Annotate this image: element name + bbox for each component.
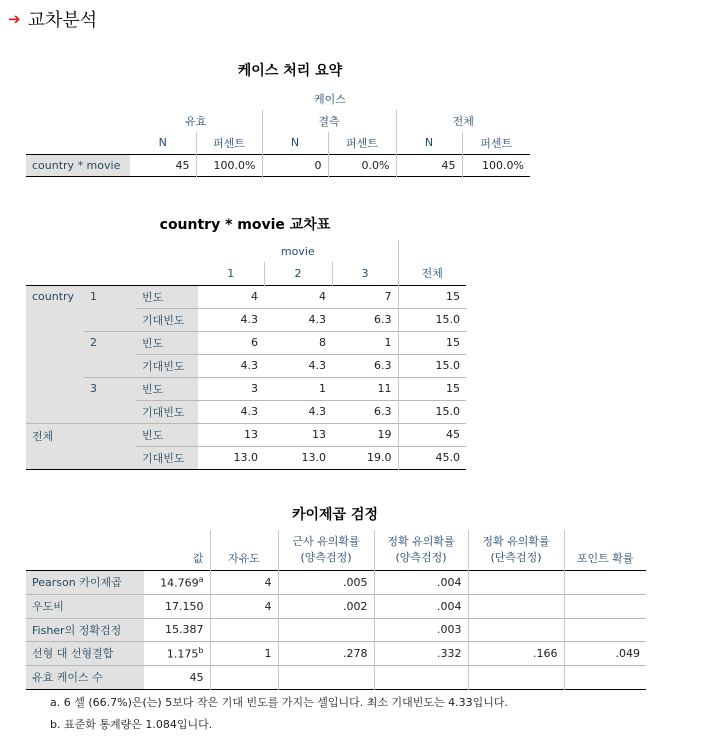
chisq-cell (564, 570, 646, 594)
footnote-mark: a (198, 574, 204, 584)
chisq-row-label: 유효 케이스 수 (26, 665, 144, 689)
footnote-a: a. 6 셀 (66.7%)은(는) 5보다 작은 기대 빈도를 가지는 셀입니다. 최소 기대빈도는 4.33입니다. (50, 696, 508, 709)
value-text: 45 (189, 670, 204, 684)
summary-value: 45 (175, 158, 190, 172)
header-line: (양측검정) (300, 550, 352, 564)
table-row (26, 570, 646, 594)
chisq-value (144, 665, 210, 689)
chisq-row-label: 우도비 (26, 594, 144, 618)
chisq-value (144, 641, 210, 665)
footnote-b: b. 표준화 통계량은 1.084입니다. (50, 718, 213, 731)
chisq-cell (278, 618, 374, 641)
chisq-header-exact1 (468, 530, 564, 570)
crosstab-table (26, 240, 466, 470)
chisq-cell: 4 (210, 594, 278, 618)
crosstab-cell: 4.3 (240, 405, 258, 418)
chisq-cell: .004 (374, 570, 468, 594)
chisq-cell (374, 665, 468, 689)
red-arrow-icon: ➔ (8, 10, 21, 28)
summary-sub-n: N (158, 136, 167, 150)
summary-col-missing: 결측 (262, 110, 396, 132)
summary-sub-n: N (396, 132, 462, 154)
value-text: 15.387 (165, 623, 204, 636)
chisq-header-df: 자유도 (210, 530, 278, 570)
chisq-cell (564, 594, 646, 618)
crosstab-cell: 1 (384, 336, 392, 349)
crosstab-cell: 13.0 (301, 451, 326, 464)
table-row (26, 285, 466, 308)
crosstab-cell: 3 (251, 382, 258, 395)
summary-value: 100.0% (196, 154, 262, 176)
crosstab-cell: 45 (398, 423, 466, 446)
chisq-header-exact2 (374, 530, 468, 570)
chisq-row-label: Pearson 카이제곱 (26, 570, 144, 594)
crosstab-cell: 15 (398, 377, 466, 400)
header-line: (양측검정) (395, 550, 447, 564)
crosstab-cell: 4 (319, 290, 326, 303)
crosstab-row-level: 1 (84, 285, 136, 331)
crosstab-cell: 45.0 (398, 446, 466, 469)
summary-table (26, 88, 530, 177)
chisq-cell: .005 (278, 570, 374, 594)
table-row (26, 377, 466, 400)
chisq-cell (468, 570, 564, 594)
crosstab-stat-label: 빈도 (136, 331, 198, 354)
crosstab-col-total: 전체 (398, 262, 466, 285)
crosstab-cell: 4.3 (308, 313, 326, 326)
crosstab-cell: 15.0 (398, 400, 466, 423)
crosstab-cell: 19.0 (367, 451, 392, 464)
crosstab-cell: 15.0 (398, 354, 466, 377)
crosstab-col-header: 1 (227, 266, 235, 280)
chisq-header-value: 값 (192, 551, 204, 565)
crosstab-stat-label: 기대빈도 (136, 308, 198, 331)
chisq-cell (468, 618, 564, 641)
header-line: (단측검정) (490, 550, 542, 564)
chisq-value (144, 594, 210, 618)
header-line: 정확 유의확률 (482, 534, 550, 548)
chisq-value (144, 618, 210, 641)
summary-value: 0 (262, 154, 328, 176)
crosstab-cell: 1 (319, 382, 326, 395)
crosstab-col-var: movie (280, 244, 315, 258)
value-text: 14.769 (160, 576, 199, 590)
summary-sub-pct: 퍼센트 (196, 132, 262, 154)
chisq-cell: .049 (564, 641, 646, 665)
table-row (26, 641, 646, 665)
crosstab-row-var: country (26, 285, 84, 423)
crosstab-cell: 6 (251, 336, 258, 349)
table-row (26, 423, 466, 446)
summary-value: 100.0% (462, 154, 530, 176)
crosstab-cell: 4.3 (308, 405, 326, 418)
crosstab-title: country * movie 교차표 (159, 217, 331, 233)
summary-col-valid: 유효 (185, 115, 207, 128)
crosstab-cell: 11 (377, 382, 392, 395)
chisq-cell: 4 (210, 570, 278, 594)
crosstab-cell: 13 (244, 428, 258, 441)
summary-sub-pct: 퍼센트 (462, 132, 530, 154)
footnote-mark: b (198, 645, 204, 655)
crosstab-stat-label: 기대빈도 (136, 400, 198, 423)
summary-value: 0.0% (328, 154, 396, 176)
summary-col-total: 전체 (396, 110, 530, 132)
chisq-cell (210, 618, 278, 641)
crosstab-col-header: 3 (332, 262, 398, 285)
chisq-cell: .278 (278, 641, 374, 665)
chisq-cell (278, 665, 374, 689)
chisq-header-asymp (278, 530, 374, 570)
chisq-cell (564, 618, 646, 641)
chisq-cell (468, 594, 564, 618)
crosstab-stat-label: 빈도 (136, 377, 198, 400)
chisq-cell: 1 (210, 641, 278, 665)
value-text: 17.150 (165, 599, 204, 613)
chisq-cell (210, 665, 278, 689)
crosstab-col-header: 2 (264, 262, 332, 285)
chisq-cell (468, 665, 564, 689)
crosstab-row-level: 2 (84, 331, 136, 377)
chisq-row-label: Fisher의 정확검정 (26, 618, 144, 641)
summary-row-label: country * movie (26, 154, 130, 176)
chisq-cell: .166 (468, 641, 564, 665)
chisq-cell (564, 665, 646, 689)
crosstab-cell: 19 (377, 428, 392, 441)
crosstab-cell: 13.0 (233, 451, 258, 464)
table-row (26, 331, 466, 354)
crosstab-cell: 4 (251, 290, 258, 303)
chisq-title: 카이제곱 검정 (291, 507, 379, 523)
chisq-value (144, 570, 210, 594)
header-line: 정확 유의확률 (387, 534, 455, 548)
chisq-cell: .004 (374, 594, 468, 618)
summary-sub-n: N (262, 132, 328, 154)
crosstab-stat-label: 기대빈도 (136, 446, 198, 469)
crosstab-stat-label: 기대빈도 (136, 354, 198, 377)
chisq-cell: .002 (278, 594, 374, 618)
crosstab-cell: 8 (319, 336, 326, 349)
section-heading (8, 6, 97, 32)
crosstab-cell: 13 (312, 428, 326, 441)
crosstab-total-label: 전체 (26, 423, 136, 469)
crosstab-cell: 6.3 (374, 359, 392, 372)
crosstab-cell: 6.3 (374, 405, 392, 418)
crosstab-cell: 15 (398, 285, 466, 308)
crosstab-cell: 15 (398, 331, 466, 354)
chisq-header-point: 포인트 확률 (564, 530, 646, 570)
chisq-cell: .003 (374, 618, 468, 641)
chisq-table (26, 530, 646, 690)
table-row (26, 594, 646, 618)
summary-group-header: 케이스 (314, 93, 346, 106)
table-row (26, 665, 646, 689)
crosstab-stat-label: 빈도 (136, 423, 198, 446)
summary-value: 45 (396, 154, 462, 176)
crosstab-row-level: 3 (84, 377, 136, 423)
chisq-cell: .332 (374, 641, 468, 665)
section-title: 교차분석 (27, 10, 98, 31)
crosstab-stat-label: 빈도 (136, 285, 198, 308)
crosstab-cell: 4.3 (240, 313, 258, 326)
value-text: 1.175 (166, 647, 199, 661)
summary-sub-pct: 퍼센트 (328, 132, 396, 154)
header-line: 근사 유의확률 (292, 534, 360, 548)
crosstab-cell: 15.0 (398, 308, 466, 331)
summary-title: 케이스 처리 요약 (237, 63, 343, 79)
table-row (26, 154, 530, 176)
crosstab-cell: 4.3 (240, 359, 258, 372)
table-row (26, 618, 646, 641)
chisq-row-label: 선형 대 선형결합 (26, 641, 144, 665)
crosstab-cell: 4.3 (308, 359, 326, 372)
crosstab-cell: 7 (384, 290, 392, 303)
crosstab-cell: 6.3 (374, 313, 392, 326)
